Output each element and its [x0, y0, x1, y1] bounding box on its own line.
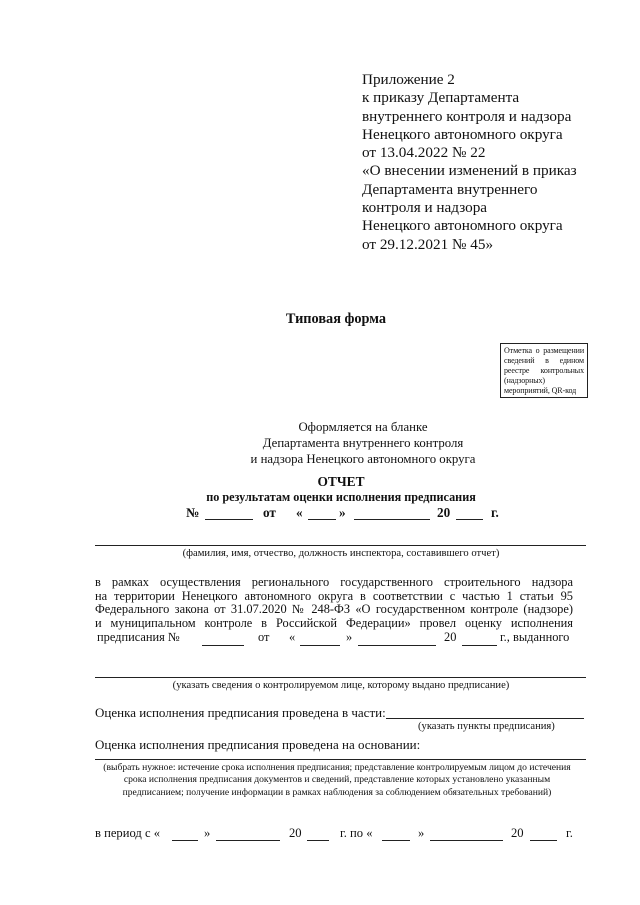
period-start-year-prefix: 20 — [289, 826, 302, 840]
report-title: ОТЧЕТ — [317, 474, 365, 489]
order-issued-label: г., выданного — [500, 630, 570, 644]
order-close-quote: » — [346, 630, 353, 644]
report-day-blank — [308, 519, 336, 520]
appendix-block — [362, 71, 577, 254]
period-close-quote-2: » — [418, 826, 425, 840]
assessment-part-blank — [386, 718, 584, 719]
period-to-label: г. по « — [340, 826, 373, 840]
report-year-suffix: г. — [491, 505, 499, 520]
form-type-heading: Типовая форма — [285, 311, 387, 327]
period-start-year-blank — [307, 840, 329, 841]
paragraph-line: в рамках осуществления регионального государственного строительного надзора — [95, 575, 573, 589]
paragraph-line: Федерального закона от 31.07.2020 № 248-ФЗ «О государственном контроле (надзоре) — [95, 602, 573, 617]
appendix-line: внутреннего контроля и надзора — [362, 107, 572, 125]
report-close-quote: » — [339, 505, 346, 520]
period-from-label: в период с « — [95, 826, 160, 840]
report-month-blank — [354, 519, 430, 520]
inspector-caption: (фамилия, имя, отчество, должность инспектора, составившего отчет) — [182, 548, 500, 559]
letterhead-note-line: Оформляется на бланке — [298, 420, 428, 434]
order-year-prefix: 20 — [444, 630, 457, 644]
order-open-quote: « — [289, 630, 296, 644]
paragraph-line: и муниципальном контроле в Российской Федерации» провел оценку исполнения — [95, 615, 573, 630]
report-subtitle: по результатам оценки исполнения предписания — [206, 490, 476, 504]
appendix-line: Ненецкого автономного округа — [362, 125, 563, 143]
order-number-label: предписания № — [97, 630, 180, 644]
appendix-line: Департамента внутреннего — [362, 180, 538, 198]
appendix-line: Приложение 2 — [362, 71, 455, 88]
period-end-suffix: г. — [566, 826, 573, 840]
report-number-blank — [205, 519, 253, 520]
appendix-line: Ненецкого автономного округа — [362, 217, 563, 235]
assessment-part-label: Оценка исполнения предписания проведена в части: — [95, 705, 386, 720]
inspector-line — [95, 545, 586, 546]
period-end-year-prefix: 20 — [511, 826, 524, 840]
report-number-sign: № — [186, 505, 200, 520]
points-caption: (указать пункты предписания) — [418, 721, 555, 732]
report-year-prefix: 20 — [437, 505, 451, 520]
main-paragraph — [95, 576, 573, 630]
report-open-quote: « — [296, 505, 303, 520]
appendix-line: «О внесении изменений в приказ — [362, 162, 577, 180]
controlled-person-caption: (указать сведения о контролируемом лице, которому выдано предписание) — [172, 680, 510, 691]
controlled-person-line — [95, 677, 586, 678]
order-month-blank — [358, 645, 436, 646]
assessment-basis-label: Оценка исполнения предписания проведена на основании: — [95, 737, 421, 752]
order-day-blank — [300, 645, 340, 646]
registry-stamp-box — [500, 343, 588, 398]
period-end-day-blank — [382, 840, 410, 841]
period-end-year-blank — [530, 840, 557, 841]
order-from-label: от — [258, 630, 270, 644]
appendix-line: от 29.12.2021 № 45» — [362, 235, 494, 253]
period-start-month-blank — [216, 840, 280, 841]
period-close-quote-1: » — [204, 826, 211, 840]
appendix-line: контроля и надзора — [362, 199, 488, 217]
paragraph-line: на территории Ненецкого автономного округа в соответствии с частью 1 статьи 95 — [95, 588, 573, 603]
period-end-month-blank — [430, 840, 503, 841]
report-from-label: от — [263, 505, 276, 520]
report-year-blank — [456, 519, 483, 520]
appendix-line: от 13.04.2022 № 22 — [362, 144, 486, 162]
order-number-blank — [202, 645, 244, 646]
order-year-blank — [462, 645, 497, 646]
registry-stamp-text: Отметка о размещении сведений в едином реестре контрольных (надзорных) мероприятий, QR-код — [504, 346, 584, 395]
period-start-day-blank — [172, 840, 198, 841]
letterhead-note-line: и надзора Ненецкого автономного округа — [250, 452, 476, 466]
appendix-line: к приказу Департамента — [362, 89, 520, 107]
letterhead-note-line: Департамента внутреннего контроля — [262, 436, 464, 450]
assessment-basis-line — [95, 759, 586, 760]
letterhead-note — [0, 419, 640, 467]
assessment-basis-note: (выбрать нужное: истечение срока исполнения предписания; представление контролируемым лицом до истечения срока исполнения предписания документов и сведений, представление которых установлено указанным предписанием; получение информации в рамках наблюдения за соблюдением обязательных требований) — [103, 762, 571, 798]
